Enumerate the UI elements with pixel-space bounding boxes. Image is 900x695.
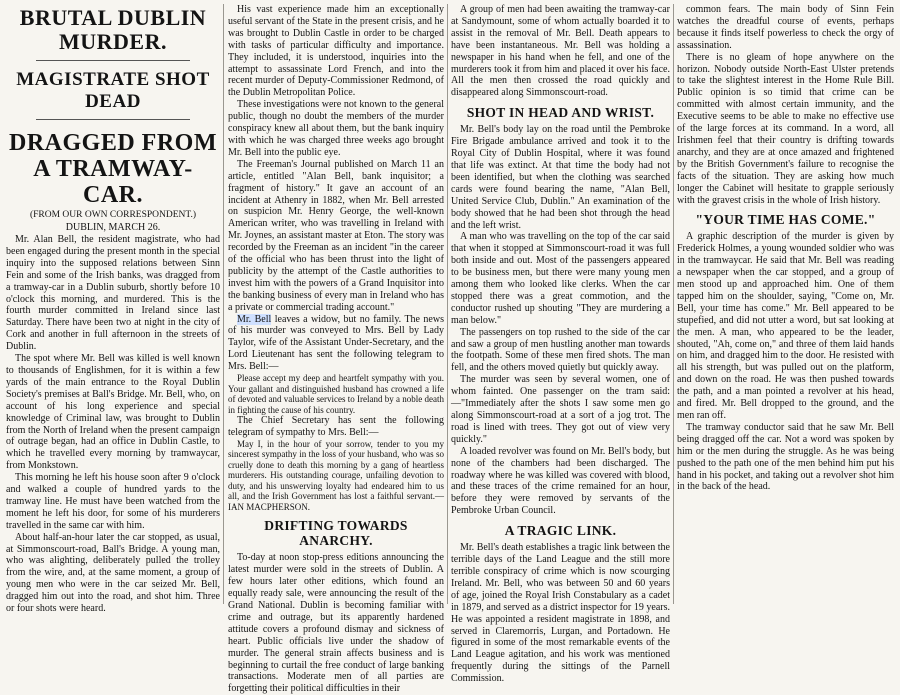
article-paragraph: The Chief Secretary has sent the following telegram of sympathy to Mrs. Bell:— <box>228 415 444 438</box>
telegram-quote: Please accept my deep and heartfelt sympathy with you. Your gallant and distinguished husband has crowned a life of devoted and valuable services to Ireland by a noble death in fighting the cause of his country. <box>228 373 444 415</box>
divider <box>36 60 190 61</box>
column-rule <box>673 4 674 604</box>
article-paragraph: Mr. Alan Bell, the resident magistrate, who had been engaged during the present month in the special inquiry into the supposed relations between Sinn Fein and some of the Irish banks, was dragged from a tramway-car in a Dublin suburb, shortly before 10 o'clock this morning, and murdered. This is the fourth murder committed in Ireland since last Saturday. There have been two at night in the city of Cork and another in full afternoon in the streets of Dublin. <box>6 234 220 353</box>
byline: (FROM OUR OWN CORRESPONDENT.) <box>29 210 197 220</box>
article-paragraph: The passengers on top rushed to the side of the car and saw a group of men hustling another man towards the footpath. Some of these men fired shots. The man fell, and the others moved quietly but quickly away. <box>451 326 670 374</box>
column-rule <box>447 4 448 604</box>
article-paragraph: This morning he left his house soon after 9 o'clock and walked a couple of hundred yards to the tramway line. He must have been watched from the moment he left his door, for some of his murderers travelled in the same car with him. <box>6 472 220 531</box>
article-paragraph: Mr. Bell's body lay on the road until the Pembroke Fire Brigade ambulance arrived and took it to the Royal City of Dublin Hospital, where it was found that life was extinct. At that time the body had not been identified, but when the clothing was searched cards were found bearing the name, "Alan Bell, United Service Club, Dublin." An examination of the body showed that he had been shot through the head and the left wrist. <box>451 124 670 231</box>
article-paragraph: Mr. Bell's death establishes a tragic link between the terrible days of the Land League and the still more terrible conspiracy of crime which is now scourging Ireland. Mr. Bell, who was between 50 and 60 years of age, joined the Royal Irish Constabulary as a cadet in 1879, and served as a district inspector for 19 years. He was appointed a resident magistrate in 1898, and served in Claremorris, Lurgan, and Portadown. He figured in some of the most remarkable events of the Land League agitation, and his work was mentioned frequently during the sittings of the Parnell Commission. <box>451 542 670 685</box>
column-1 <box>6 4 220 615</box>
column-3 <box>451 4 670 685</box>
article-paragraph: The Freeman's Journal published on March 11 an article, entitled "Alan Bell, bank inquisitor; a fragment of history." It gave an account of an incident at Athenry in 1882, when Mr. Bell arrested on suspicion Mr. Henry George, the well-known American writer, who was travelling in Ireland with Mr. Joynes, an assistant master at Eton. The story was recorded by the Freeman as an incident "in the career of the official who has been thrust into the light of publicity by the attempt of the Castle authorities to invest him with the powers of a Grand Inquisitor into the banking business of every man in Ireland who has a private or commercial trading account." <box>228 158 444 313</box>
divider <box>36 119 190 120</box>
article-paragraph: There is no gleam of hope anywhere on the horizon. Nobody outside North-East Ulster pretends to take the slightest interest in the Home Rule Bill. Public opinion is so timid that crime can be committed with almost certain immunity, and the Executive seems to be able to make no effective use of the large forces at its command. In a word, all Irishmen feel that their country is drifting towards anarchy, and they are at once amazed and frightened by the British Government's failure to recognise the facts of the situation. They are asking how much longer the Cabinet will hesitate to grapple seriously with the gravest crisis in the whole of Irish history. <box>677 51 894 206</box>
column-rule <box>223 4 224 604</box>
telegram-quote: May I, in the hour of your sorrow, tender to you my sincerest sympathy in the loss of your husband, who was so cruelly done to death this morning by a gang of heartless murderers. His outstanding courage, unfailing devotion to duty, and his unswerving loyalty had endeared him to us all, and the Irish Government has lost a faithful servant.—IAN MACPHERSON. <box>228 438 444 512</box>
section-heading: SHOT IN HEAD AND WRIST. <box>466 105 655 121</box>
article-paragraph: The spot where Mr. Bell was killed is well known to thousands of Englishmen, for it is within a few yards of the main entrance to the Royal Dublin Society's premises at Ball's Bridge. Mr. Bell, who, on account of his long experience and special knowledge of Criminal law, was brought to Dublin from the North of Ireland when the present campaign of outrage began, had an office in Dublin Castle, to which he travelled every morning by tramwaycar, from Monkstown. <box>6 353 220 472</box>
article-paragraph: These investigations were not known to the general public, though no doubt the members of the murder conspiracy knew all about them, but the bank inquiry with which he was charged three weeks ago brought Mr. Bell into the public eye. <box>228 99 444 158</box>
section-heading: A TRAGIC LINK. <box>504 523 617 539</box>
article-paragraph: To-day at noon stop-press editions announcing the latest murder were sold in the streets of Dublin. A few hours later other editions, which found an equally ready sale, were announcing the result of the Grand National. Dublin is becoming familiar with crime and outrage, but its apparently hardened attitude covers a profound dismay and sickness of heart. Public officials live under the shadow of murder. The general strain affects business and is beginning to curtail the free conduct of large banking transactions. Moderate men of all parties are forgetting their political difficulties in their <box>228 552 444 695</box>
section-heading: "YOUR TIME HAS COME." <box>695 212 876 228</box>
article-paragraph: A graphic description of the murder is given by Frederick Holmes, a young wounded soldier who was in the tramwaycar. He said that Mr. Bell was reading a newspaper when the car stopped, and a group of men stood up and approached him. One of them tapped him on the shoulder, saying, "Come on, Mr. Bell, your time has come." Mr. Bell appeared to be stupefied, and did not utter a word, but sat looking at the men. A man, who appeared to be the leader, shouted, "Ah, come on," and three of them laid hands on him, and dragged him to the door. He resisted with all his strength, but was pulled out on the platform, and down on the road. He was then pushed towards the path, and a man pointed a revolver at his head, and fired. Mr. Bell dropped to the ground, and the men ran off. <box>677 231 894 421</box>
article-paragraph: A man who was travelling on the top of the car said that when it stopped at Simmonscourt-road it was full both inside and out. Most of the passengers appeared to be business men, but there were many young men among them who looked like clerks. When the car stopped there was a great commotion, and the conductor rushed up shouting "They are murdering a man below." <box>451 231 670 326</box>
highlighted-text: Mr. Bell <box>237 313 272 325</box>
article-paragraph: A loaded revolver was found on Mr. Bell's body, but none of the chambers had been discharged. The roadway where he was killed was covered with blood, and these traces of the crime remained for an hour, before they were removed by servants of the Pembroke Urban Council. <box>451 445 670 517</box>
dateline: DUBLIN, MARCH 26. <box>65 222 161 233</box>
article-paragraph: common fears. The main body of Sinn Fein watches the dreadful course of events, perhaps because it finds itself powerless to check the orgy of assassination. <box>677 4 894 51</box>
article-paragraph: The tramway conductor said that he saw Mr. Bell being dragged off the car. Not a word was spoken by him or the men during the struggle. As he was being pushed to the path one of the men behind him put his hand in his pocket, and taking out a revolver shot him in the back of the head. <box>677 421 894 493</box>
article-paragraph: A group of men had been awaiting the tramway-car at Sandymount, some of whom actually boarded it to assist in the removal of Mr. Bell. Death appears to have been instantaneous. Mr. Bell was holding a newspaper in his hand when he fell, and one of the murderers took it from him and placed it over his face. All the men then crossed the road quickly and disappeared along Simmonscourt-road. <box>451 4 670 99</box>
headline-dragged-from-tramway-car: DRAGGED FROM A TRAMWAY-CAR. <box>9 130 217 208</box>
article-paragraph <box>228 314 444 374</box>
article-paragraph: About half-an-hour later the car stopped, as usual, at Simmonscourt-road, Ball's Bridge. A young man, who was alighting, deliberately pulled the trolley from the wire, and, at the same moment, a group of young men who were in the car seized Mr. Bell, dragged him out into the road, and shot him. Three or four shots were heard. <box>6 531 220 615</box>
section-heading: DRIFTING TOWARDS ANARCHY. <box>264 518 408 549</box>
article-paragraph: His vast experience made him an exceptionally useful servant of the State in the present crisis, and he was brought to Dublin Castle in order to be charged with tasks of particular difficulty and importance. They included, it is understood, inquiries into the attempt to assassinate Lord French, and into the recent murder of Deputy-Commissioner Redmond, of the Dublin Metropolitan Police. <box>228 4 444 99</box>
article-text: leaves a widow, but no family. The news of his murder was conveyed to Mrs. Bell by Lady Taylor, wife of the Assistant Under-Secretary, and the Lord Lieutenant has sent the following telegram to Mrs. Bell:— <box>228 313 444 373</box>
column-4 <box>677 4 894 606</box>
column-2 <box>228 4 444 695</box>
article-paragraph: The murder was seen by several women, one of whom fainted. One passenger on the tram said:—"Immediately after the shots I saw some men go along Simmonscourt-road at a sort of a jog trot. The road is lined with trees. They got out of view very quickly." <box>451 374 670 445</box>
headline-magistrate-shot-dead: MAGISTRATE SHOT DEAD <box>16 69 210 112</box>
headline-brutal-dublin-murder: BRUTAL DUBLIN MURDER. <box>19 5 207 54</box>
